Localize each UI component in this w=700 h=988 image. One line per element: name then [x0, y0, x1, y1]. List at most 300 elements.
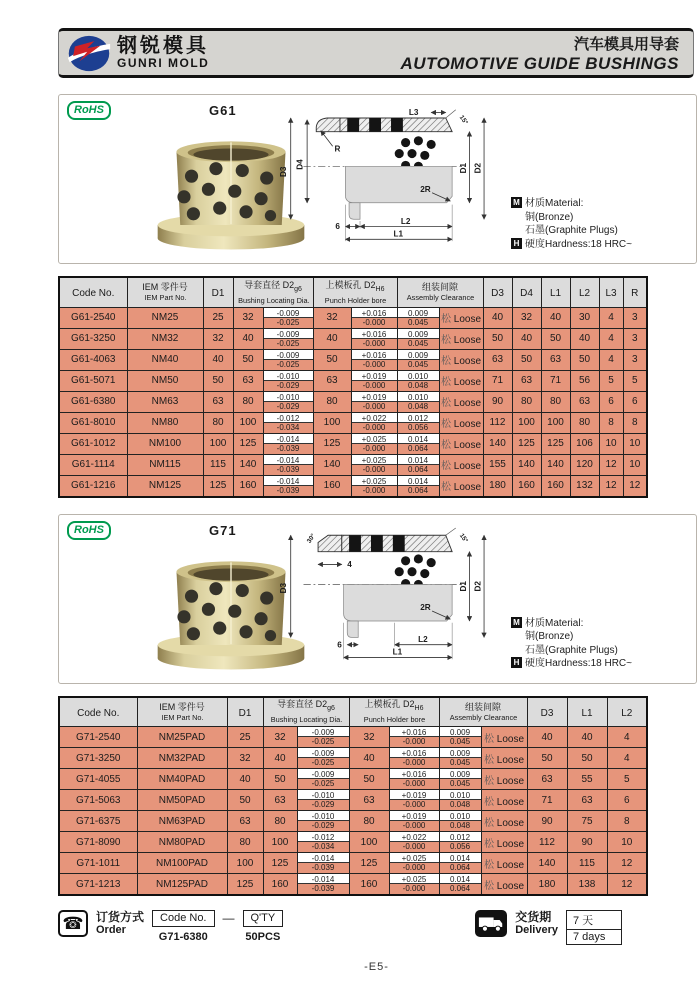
- bushing-dia-nominal: 40: [233, 328, 263, 349]
- material-line: [511, 617, 632, 631]
- d3-value: 112: [483, 412, 512, 433]
- col-d1: D1: [227, 697, 263, 727]
- bore-tolerance: [351, 349, 397, 370]
- assembly-fit: [481, 769, 527, 790]
- d4-value: 100: [512, 412, 541, 433]
- tolerance-lower: -0.000: [402, 842, 426, 851]
- hardness-line: [511, 238, 632, 252]
- brand-text: [117, 36, 209, 70]
- tolerance-lower: -0.025: [311, 779, 335, 788]
- l1-value: 50: [541, 328, 570, 349]
- material-bronze: 铜(Bronze): [525, 631, 574, 642]
- bushing-dia-nominal: 80: [263, 811, 297, 832]
- l2-value: 106: [570, 433, 599, 454]
- dim-label-r: R: [334, 144, 341, 154]
- bushing-dia-nominal: 160: [233, 475, 263, 497]
- code-no-box: Code No.: [152, 910, 214, 927]
- col-d3: D3: [483, 277, 512, 307]
- l2-value: 10: [607, 832, 647, 853]
- fit-label-en: Loose: [453, 461, 482, 472]
- fit-label-en: Loose: [496, 859, 525, 871]
- clearance-range: [397, 328, 439, 349]
- delivery-label-en: Delivery: [515, 924, 558, 936]
- tolerance-lower: -0.025: [311, 737, 335, 746]
- l1-value: 140: [541, 454, 570, 475]
- g61-model-title: G61: [209, 103, 237, 118]
- part-no: NM50: [127, 370, 203, 391]
- bushing-dia-nominal: 160: [263, 874, 297, 896]
- tolerance-upper: -0.009: [298, 748, 349, 758]
- tolerance-upper: -0.010: [298, 790, 349, 800]
- header-bar: [58, 28, 694, 78]
- bore-nominal: 63: [349, 790, 389, 811]
- dim-label-6: 6: [337, 639, 342, 649]
- tolerance-upper: 0.014: [398, 455, 439, 465]
- bore-tolerance: [351, 391, 397, 412]
- l2-value: 50: [570, 349, 599, 370]
- bore-tolerance: [351, 328, 397, 349]
- d3-value: 90: [483, 391, 512, 412]
- d1-value: 50: [227, 790, 263, 811]
- d1-value: 80: [203, 412, 233, 433]
- tolerance-lower: -0.034: [311, 842, 335, 851]
- fit-label-cn: 松: [441, 377, 451, 388]
- tolerance-lower: -0.034: [276, 422, 300, 432]
- d3-value: 155: [483, 454, 512, 475]
- tolerance-upper: +0.025: [352, 455, 397, 465]
- part-no: NM32: [127, 328, 203, 349]
- bushing-dia-nominal: 50: [233, 349, 263, 370]
- bore-tolerance: [389, 832, 439, 853]
- r-value: 8: [623, 412, 647, 433]
- clearance-range: [439, 748, 481, 769]
- tolerance-lower: 0.045: [408, 359, 429, 369]
- bushing-dia-tolerance: [263, 391, 313, 412]
- l3-value: 4: [599, 307, 623, 328]
- d1-value: 32: [203, 328, 233, 349]
- bore-nominal: 32: [349, 727, 389, 748]
- l3-value: 12: [599, 475, 623, 497]
- hardness-tag: H: [511, 238, 522, 249]
- bushing-dia-nominal: 140: [233, 454, 263, 475]
- l1-value: 90: [567, 832, 607, 853]
- qty-example-value: 50PCS: [245, 931, 281, 943]
- col-punch-bore: 上模板孔 $D2_{H6}$ Punch Holder bore: [313, 277, 397, 307]
- table-row: [59, 307, 647, 328]
- table-row: [59, 475, 647, 497]
- l1-value: 75: [567, 811, 607, 832]
- dim-label-4: 4: [347, 559, 352, 569]
- tolerance-upper: 0.010: [398, 392, 439, 402]
- tolerance-lower: -0.039: [276, 464, 300, 474]
- fit-label-en: Loose: [496, 775, 525, 787]
- tolerance-upper: 0.009: [398, 308, 439, 318]
- table-row: [59, 811, 647, 832]
- clearance-range: [397, 391, 439, 412]
- d3-value: 180: [527, 874, 567, 896]
- tolerance-upper: -0.010: [264, 392, 313, 402]
- fit-label-en: Loose: [453, 314, 482, 325]
- tolerance-lower: 0.045: [408, 338, 429, 348]
- bushing-dia-tolerance: [297, 769, 349, 790]
- bore-nominal: 100: [349, 832, 389, 853]
- tolerance-lower: -0.000: [402, 863, 426, 872]
- bore-tolerance: [389, 790, 439, 811]
- bushing-dia-nominal: 40: [263, 748, 297, 769]
- code-no: G61-8010: [59, 412, 127, 433]
- bushing-dia-nominal: 100: [263, 832, 297, 853]
- col-bushing-dia: 导套直径 $D2_{g6}$ Bushing Locating Dia.: [263, 697, 349, 727]
- material-bronze: 铜(Bronze): [525, 211, 574, 223]
- tolerance-upper: 0.009: [398, 329, 439, 339]
- bore-tolerance: [389, 769, 439, 790]
- l1-value: 40: [567, 727, 607, 748]
- d3-value: 50: [483, 328, 512, 349]
- tolerance-lower: -0.000: [402, 737, 426, 746]
- table-row: [59, 412, 647, 433]
- dim-label-l1: L1: [392, 647, 403, 657]
- d4-value: 140: [512, 454, 541, 475]
- col-clearance: 组装间隙 Assembly Clearance: [439, 697, 527, 727]
- dim-label-d3: D3: [279, 582, 289, 593]
- tolerance-upper: 0.014: [398, 434, 439, 444]
- bushing-dia-tolerance: [263, 433, 313, 454]
- table-row: [59, 727, 647, 748]
- d3-value: 90: [527, 811, 567, 832]
- g71-spec-table: [58, 696, 648, 897]
- l1-value: 50: [567, 748, 607, 769]
- hardness-line: [511, 657, 632, 671]
- dim-label-angle15: 15°: [457, 531, 470, 544]
- code-no: G71-8090: [59, 832, 137, 853]
- fit-label-cn: 松: [441, 398, 451, 409]
- d1-value: 125: [227, 874, 263, 896]
- tolerance-lower: -0.000: [402, 800, 426, 809]
- d1-value: 80: [227, 832, 263, 853]
- bushing-dia-tolerance: [297, 748, 349, 769]
- bushing-dia-nominal: 32: [233, 307, 263, 328]
- material-graphite: 石墨(Graphite Plugs): [525, 644, 618, 656]
- assembly-fit: [439, 370, 483, 391]
- code-no: G71-4055: [59, 769, 137, 790]
- tolerance-upper: +0.016: [352, 350, 397, 360]
- d3-value: 71: [527, 790, 567, 811]
- tolerance-lower: -0.029: [311, 800, 335, 809]
- g71-model-title: G71: [209, 522, 237, 538]
- tolerance-lower: -0.025: [276, 338, 300, 348]
- col-part: IEM 零件号 IEM Part No.: [137, 697, 227, 727]
- clearance-range: [439, 832, 481, 853]
- tolerance-upper: -0.009: [298, 727, 349, 737]
- tolerance-upper: +0.016: [390, 727, 439, 737]
- material-label: 材质Material:: [525, 198, 584, 209]
- code-no: G71-1213: [59, 874, 137, 896]
- part-no: NM80: [127, 412, 203, 433]
- brand-block: [67, 34, 209, 73]
- part-no: NM80PAD: [137, 832, 227, 853]
- clearance-range: [439, 874, 481, 896]
- g71-table-header: [59, 697, 647, 727]
- tolerance-lower: 0.048: [408, 401, 429, 411]
- d4-value: 40: [512, 328, 541, 349]
- d4-value: 160: [512, 475, 541, 497]
- bore-tolerance: [351, 370, 397, 391]
- order-label-cn: 订货方式: [96, 910, 145, 924]
- bore-tolerance: [351, 412, 397, 433]
- r-value: 10: [623, 433, 647, 454]
- assembly-fit: [481, 853, 527, 874]
- l2-value: 80: [570, 412, 599, 433]
- col-d4: D4: [512, 277, 541, 307]
- code-no: G71-3250: [59, 748, 137, 769]
- tolerance-lower: -0.039: [276, 485, 300, 495]
- col-code: Code No.: [59, 277, 127, 307]
- tolerance-upper: 0.010: [398, 371, 439, 381]
- code-example-value: G71-6380: [158, 931, 208, 943]
- assembly-fit: [439, 433, 483, 454]
- fit-label-en: Loose: [453, 335, 482, 346]
- r-value: 5: [623, 370, 647, 391]
- table-row: [59, 769, 647, 790]
- fit-label-en: Loose: [453, 356, 482, 367]
- fit-label-cn: 松: [484, 775, 494, 787]
- table-row: [59, 391, 647, 412]
- tolerance-lower: -0.000: [362, 422, 386, 432]
- code-no: G61-1216: [59, 475, 127, 497]
- bushing-dia-nominal: 125: [233, 433, 263, 454]
- bore-nominal: 100: [313, 412, 351, 433]
- bushing-dia-tolerance: [297, 853, 349, 874]
- tolerance-upper: 0.014: [398, 476, 439, 486]
- bushing-dia-tolerance: [263, 370, 313, 391]
- assembly-fit: [481, 811, 527, 832]
- part-no: NM100PAD: [137, 853, 227, 874]
- assembly-fit: [481, 790, 527, 811]
- tolerance-upper: -0.014: [264, 455, 313, 465]
- tolerance-upper: -0.012: [298, 832, 349, 842]
- l2-value: 132: [570, 475, 599, 497]
- dim-label-d4: D4: [295, 159, 305, 170]
- order-footer: [58, 910, 694, 945]
- l3-value: 4: [599, 349, 623, 370]
- tolerance-lower: 0.048: [450, 800, 471, 809]
- l3-value: 6: [599, 391, 623, 412]
- code-no: G71-1011: [59, 853, 137, 874]
- delivery-days-cn: 7 天: [567, 911, 621, 930]
- dash-separator: —: [222, 911, 235, 925]
- tolerance-lower: 0.064: [450, 884, 471, 893]
- tolerance-upper: +0.019: [352, 392, 397, 402]
- bushing-dia-tolerance: [263, 328, 313, 349]
- d3-value: 140: [483, 433, 512, 454]
- clearance-range: [439, 790, 481, 811]
- table-row: [59, 790, 647, 811]
- bushing-dia-nominal: 80: [233, 391, 263, 412]
- col-punch-bore: 上模板孔 $D2_{H6}$ Punch Holder bore: [349, 697, 439, 727]
- dim-label-d2: D2: [473, 580, 483, 592]
- tolerance-upper: +0.019: [352, 371, 397, 381]
- r-value: 3: [623, 328, 647, 349]
- qty-box: Q'TY: [243, 910, 284, 927]
- l1-value: 80: [541, 391, 570, 412]
- material-notes: [511, 197, 632, 251]
- material-notes: [511, 617, 632, 671]
- d1-value: 63: [227, 811, 263, 832]
- bore-tolerance: [351, 433, 397, 454]
- tolerance-lower: -0.000: [402, 884, 426, 893]
- tolerance-upper: 0.012: [440, 832, 481, 842]
- bore-nominal: 40: [349, 748, 389, 769]
- part-no: NM40: [127, 349, 203, 370]
- assembly-fit: [439, 454, 483, 475]
- d3-value: 63: [527, 769, 567, 790]
- hardness-tag: H: [511, 657, 522, 668]
- fit-label-en: Loose: [453, 482, 482, 493]
- d1-value: 40: [227, 769, 263, 790]
- clearance-range: [397, 475, 439, 497]
- code-no: G61-1114: [59, 454, 127, 475]
- l1-value: 160: [541, 475, 570, 497]
- d1-value: 63: [203, 391, 233, 412]
- r-value: 6: [623, 391, 647, 412]
- clearance-range: [397, 412, 439, 433]
- tolerance-upper: -0.010: [264, 371, 313, 381]
- fit-label-cn: 松: [484, 796, 494, 808]
- phone-icon: ☎: [58, 910, 88, 937]
- bore-nominal: 140: [313, 454, 351, 475]
- tolerance-upper: -0.014: [298, 853, 349, 863]
- col-code: Code No.: [59, 697, 137, 727]
- code-no: G61-4063: [59, 349, 127, 370]
- material-graphite: 石墨(Graphite Plugs): [525, 225, 618, 236]
- g71-technical-drawing: [267, 527, 495, 673]
- l1-value: 71: [541, 370, 570, 391]
- bore-tolerance: [389, 748, 439, 769]
- clearance-range: [397, 454, 439, 475]
- fit-label-cn: 松: [441, 482, 451, 493]
- bushing-dia-nominal: 32: [263, 727, 297, 748]
- tolerance-lower: 0.048: [450, 821, 471, 830]
- bushing-dia-tolerance: [263, 349, 313, 370]
- tolerance-upper: +0.016: [352, 329, 397, 339]
- material-tag: M: [511, 197, 522, 208]
- tolerance-lower: -0.000: [402, 779, 426, 788]
- bore-nominal: 80: [313, 391, 351, 412]
- l1-value: 138: [567, 874, 607, 896]
- tolerance-upper: -0.009: [264, 308, 313, 318]
- bushing-dia-tolerance: [263, 475, 313, 497]
- page-number: -E5-: [364, 961, 389, 973]
- bushing-dia-tolerance: [263, 454, 313, 475]
- brand-name-en: GUNRI MOLD: [117, 56, 210, 70]
- code-no: G71-2540: [59, 727, 137, 748]
- l1-value: 115: [567, 853, 607, 874]
- d3-value: 180: [483, 475, 512, 497]
- bore-tolerance: [389, 811, 439, 832]
- assembly-fit: [439, 328, 483, 349]
- bore-nominal: 80: [349, 811, 389, 832]
- part-no: NM100: [127, 433, 203, 454]
- bushing-dia-tolerance: [297, 790, 349, 811]
- bushing-dia-nominal: 100: [233, 412, 263, 433]
- g61-spec-table: [58, 276, 648, 498]
- tolerance-lower: 0.045: [450, 758, 471, 767]
- bore-nominal: 160: [313, 475, 351, 497]
- order-label-en: Order: [96, 924, 126, 936]
- table-row: [59, 328, 647, 349]
- dim-label-2r: 2R: [420, 184, 431, 194]
- table-row: [59, 832, 647, 853]
- material-tag: M: [511, 617, 522, 628]
- part-no: NM63PAD: [137, 811, 227, 832]
- tolerance-lower: -0.000: [362, 380, 386, 390]
- l1-value: 100: [541, 412, 570, 433]
- tolerance-upper: +0.025: [352, 434, 397, 444]
- material-label: 材质Material:: [525, 617, 584, 629]
- fit-label-cn: 松: [441, 440, 451, 451]
- dim-label-angle30: 30°: [305, 532, 318, 545]
- bore-tolerance: [351, 475, 397, 497]
- d1-value: 125: [203, 475, 233, 497]
- bushing-dia-nominal: 63: [263, 790, 297, 811]
- tolerance-upper: +0.019: [390, 811, 439, 821]
- fit-label-en: Loose: [496, 796, 525, 808]
- fit-label-en: Loose: [496, 733, 525, 745]
- assembly-fit: [439, 412, 483, 433]
- tolerance-lower: 0.045: [450, 779, 471, 788]
- tolerance-upper: 0.014: [440, 853, 481, 863]
- tolerance-upper: 0.009: [398, 350, 439, 360]
- l3-value: 4: [599, 328, 623, 349]
- tolerance-upper: -0.012: [264, 413, 313, 423]
- fit-label-en: Loose: [496, 754, 525, 766]
- code-no: G61-6380: [59, 391, 127, 412]
- page-title-cn: 汽车模具用导套: [573, 35, 679, 53]
- d3-value: 140: [527, 853, 567, 874]
- dim-label-d1: D1: [458, 580, 468, 592]
- dim-label-2r: 2R: [420, 602, 431, 612]
- delivery-days-en: 7 days: [573, 931, 606, 943]
- tolerance-upper: 0.014: [440, 874, 481, 884]
- tolerance-lower: -0.025: [311, 758, 335, 767]
- col-l3: L3: [599, 277, 623, 307]
- tolerance-upper: +0.025: [390, 853, 439, 863]
- truck-icon: [475, 910, 507, 937]
- table-row: [59, 454, 647, 475]
- bushing-dia-tolerance: [297, 832, 349, 853]
- d4-value: 63: [512, 370, 541, 391]
- d1-value: 25: [203, 307, 233, 328]
- tolerance-lower: -0.025: [276, 359, 300, 369]
- tolerance-lower: -0.039: [276, 443, 300, 453]
- l2-value: 4: [607, 748, 647, 769]
- fit-label-cn: 松: [441, 461, 451, 472]
- assembly-fit: [481, 874, 527, 896]
- fit-label-cn: 松: [441, 335, 451, 346]
- part-no: NM25: [127, 307, 203, 328]
- clearance-range: [397, 433, 439, 454]
- fit-label-cn: 松: [484, 733, 494, 745]
- g61-table-header: [59, 277, 647, 307]
- col-clearance: 组装间隙 Assembly Clearance: [397, 277, 483, 307]
- assembly-fit: [439, 307, 483, 328]
- table-row: [59, 853, 647, 874]
- l2-value: 12: [607, 853, 647, 874]
- bore-nominal: 50: [349, 769, 389, 790]
- tolerance-lower: -0.000: [362, 338, 386, 348]
- assembly-fit: [439, 349, 483, 370]
- fit-label-en: Loose: [453, 440, 482, 451]
